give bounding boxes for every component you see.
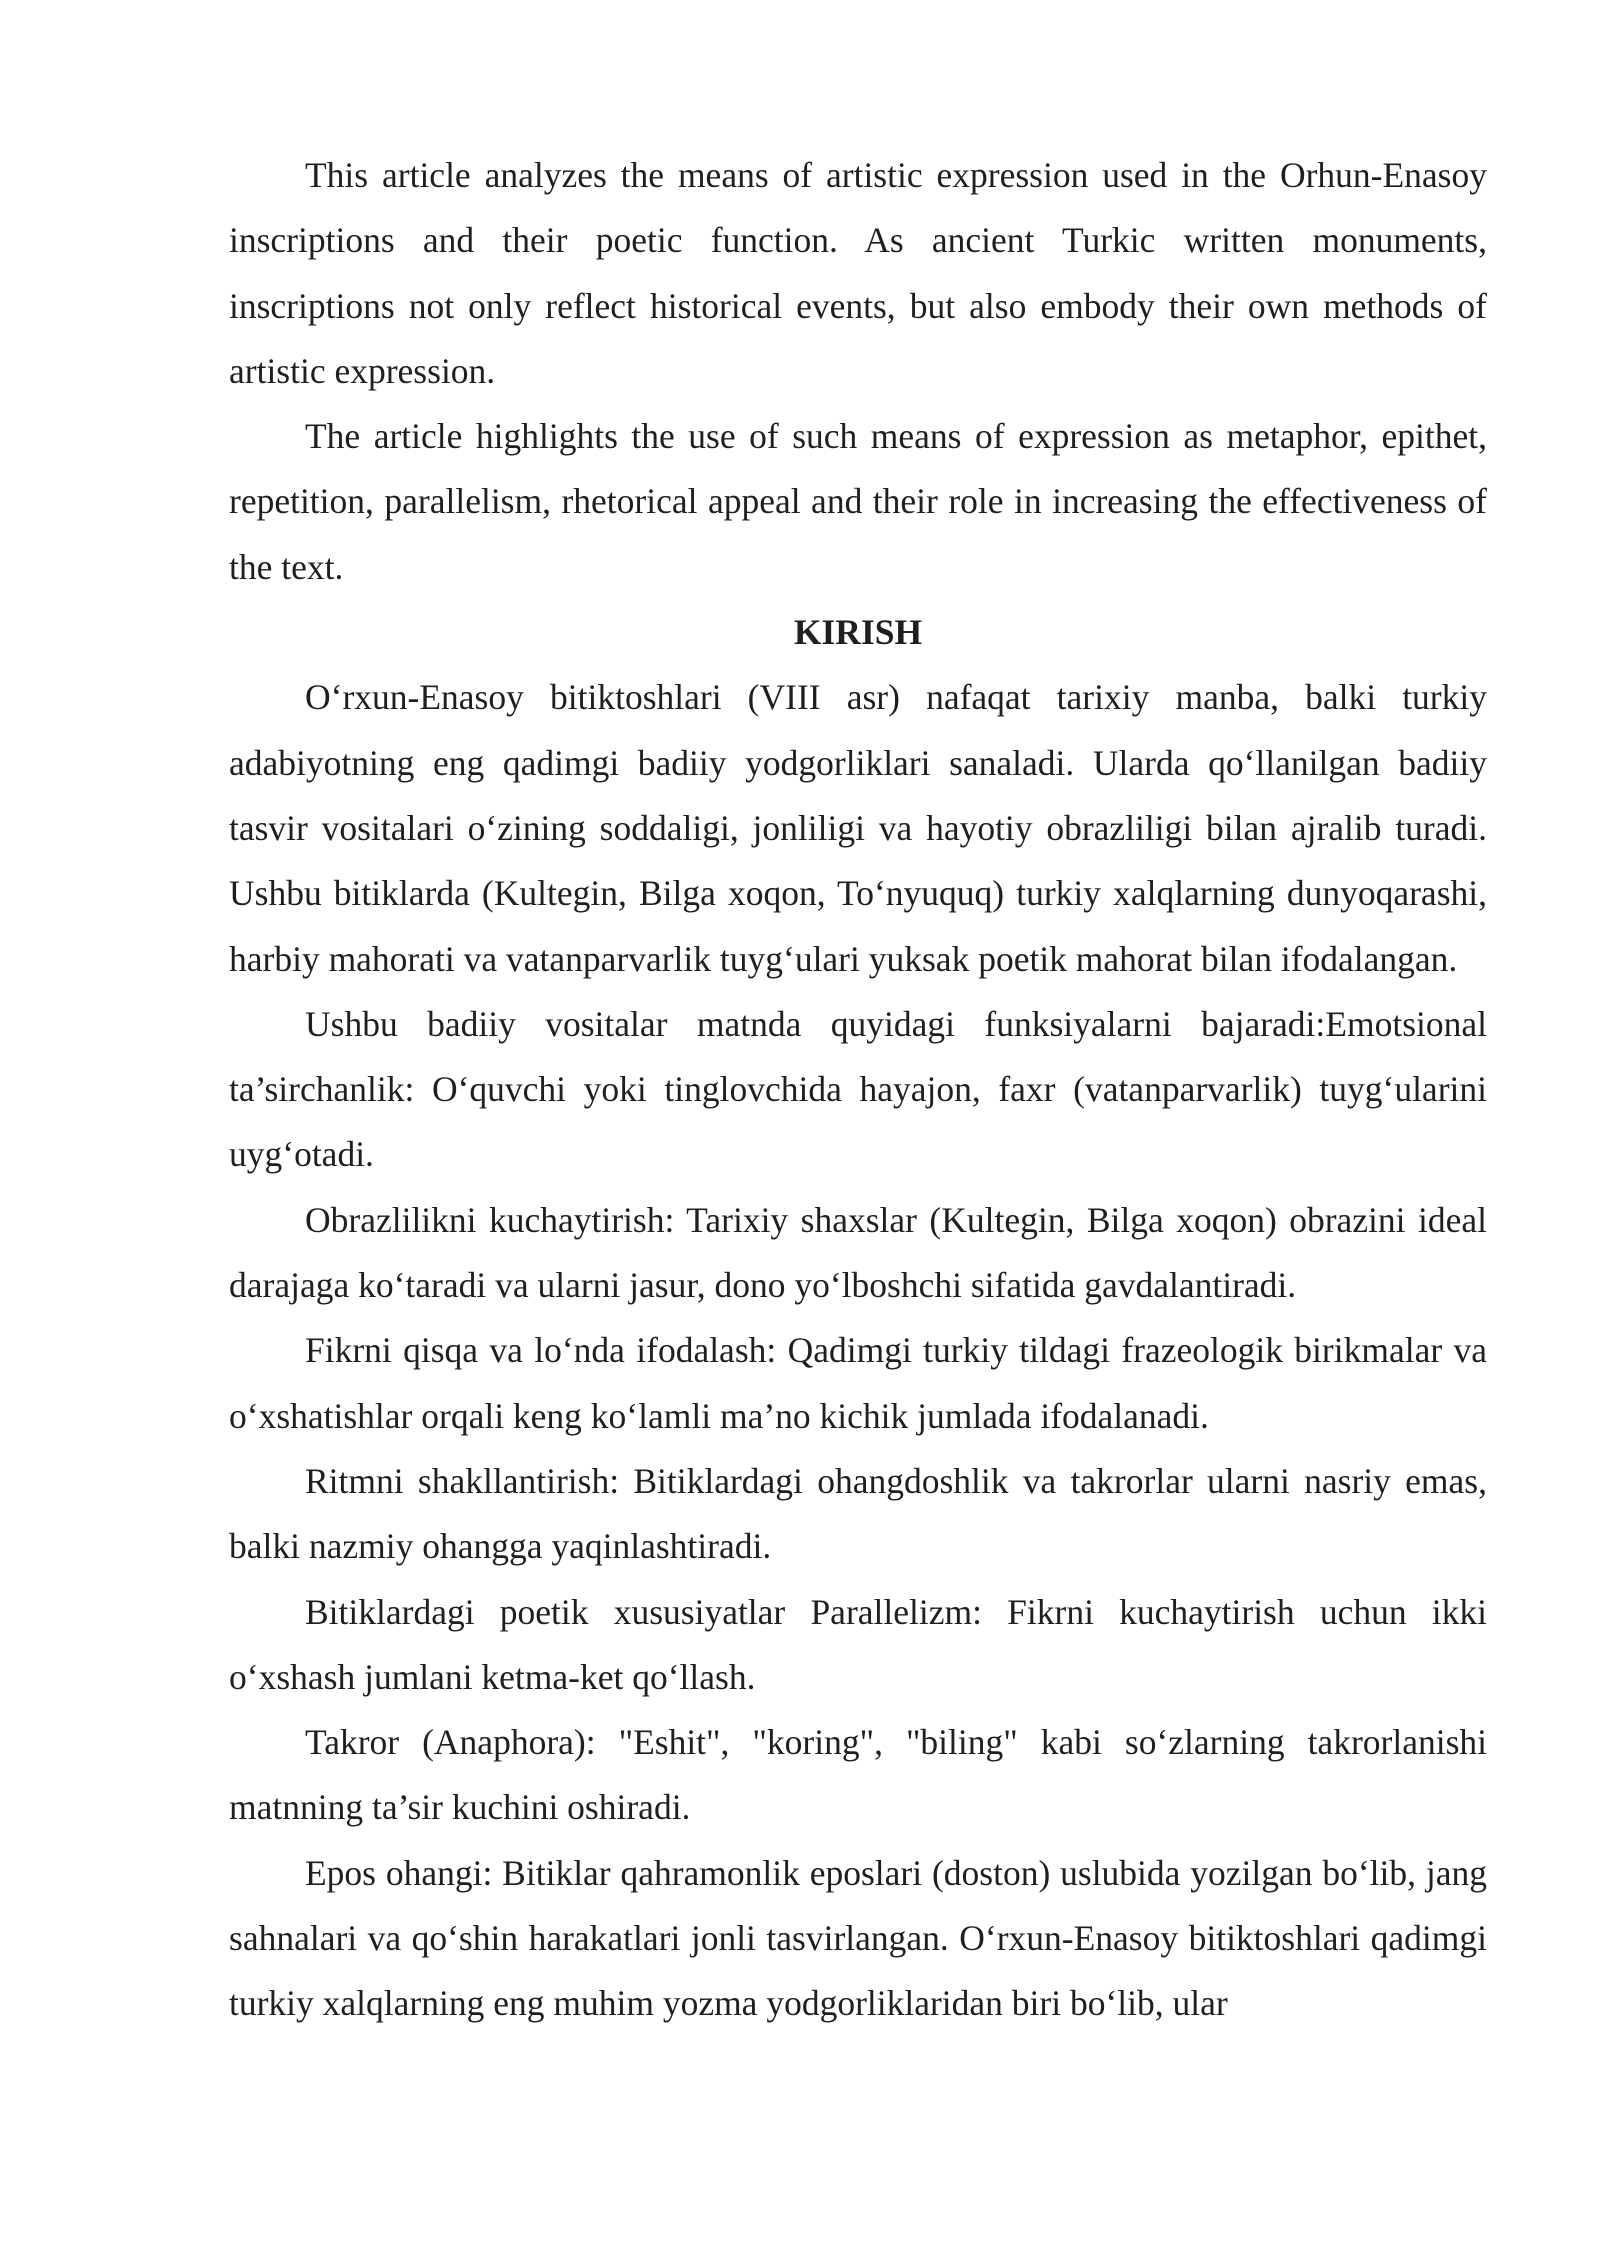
document-body	[229, 143, 1487, 2037]
abstract-paragraph-1: This article analyzes the means of artistic expression used in the Orhun-Enasoy inscriptions and their poetic function. As ancient Turkic written monuments, inscriptions not only reflect historical events, but also embody their own methods of artistic expression.	[229, 155, 1487, 391]
body-paragraph-6: Bitiklardagi poetik xususiyatlar Parallelizm: Fikrni kuchaytirish uchun ikki o‘xshash jumlani ketma-ket qo‘llash.	[229, 1591, 1487, 1697]
section-heading: KIRISH	[793, 612, 923, 653]
body-paragraph-5: Ritmni shakllantirish: Bitiklardagi ohangdoshlik va takrorlar ularni nasriy emas, balki nazmiy ohangga yaqinlashtiradi.	[229, 1460, 1487, 1567]
abstract-paragraph-2: The article highlights the use of such means of expression as metaphor, epithet, repetition, parallelism, rhetorical appeal and their role in increasing the effectiveness of the text.	[229, 416, 1487, 587]
body-paragraph-4: Fikrni qisqa va lo‘nda ifodalash: Qadimgi turkiy tildagi frazeologik birikmalar va o‘xshatishlar orqali keng ko‘lamli ma’no kichik jumlada ifodalanadi.	[229, 1330, 1487, 1436]
body-paragraph-1: O‘rxun-Enasoy bitiktoshlari (VIII asr) nafaqat tarixiy manba, balki turkiy adabiyotning eng qadimgi badiiy yodgorliklari sanaladi. Ularda qo‘llanilgan badiiy tasvir vositalari o‘zining soddaligi, jonliligi va hayotiy obrazliligi bilan ajralib turadi. Ushbu bitiklarda (Kultegin, Bilga xoqon, To‘nyuquq) turkiy xalqlarning dunyoqarashi, harbiy mahorati va vatanparvarlik tuyg‘ulari yuksak poetik mahorat bilan ifodalangan.	[229, 677, 1487, 979]
body-paragraph-2: Ushbu badiiy vositalar matnda quyidagi funksiyalarni bajaradi:Emotsional ta’sirchanlik: O‘quvchi yoki tinglovchida hayajon, faxr (vatanparvarlik) tuyg‘ularini uyg‘otadi.	[229, 1003, 1487, 1175]
body-paragraph-8: Epos ohangi: Bitiklar qahramonlik eposlari (doston) uslubida yozilgan bo‘lib, jang sahnalari va qo‘shin harakatlari jonli tasvirlangan. O‘rxun-Enasoy bitiktoshlari qadimgi turkiy xalqlarning eng muhim yozma yodgorliklaridan biri bo‘lib, ular	[229, 1852, 1487, 2024]
body-paragraph-7: Takror (Anaphora): "Eshit", "koring", "biling" kabi so‘zlarning takrorlanishi matnning ta’sir kuchini oshiradi.	[229, 1722, 1487, 1828]
body-paragraph-3: Obrazlilikni kuchaytirish: Tarixiy shaxslar (Kultegin, Bilga xoqon) obrazini ideal darajaga ko‘taradi va ularni jasur, dono yo‘lboshchi sifatida gavdalantiradi.	[229, 1199, 1487, 1306]
